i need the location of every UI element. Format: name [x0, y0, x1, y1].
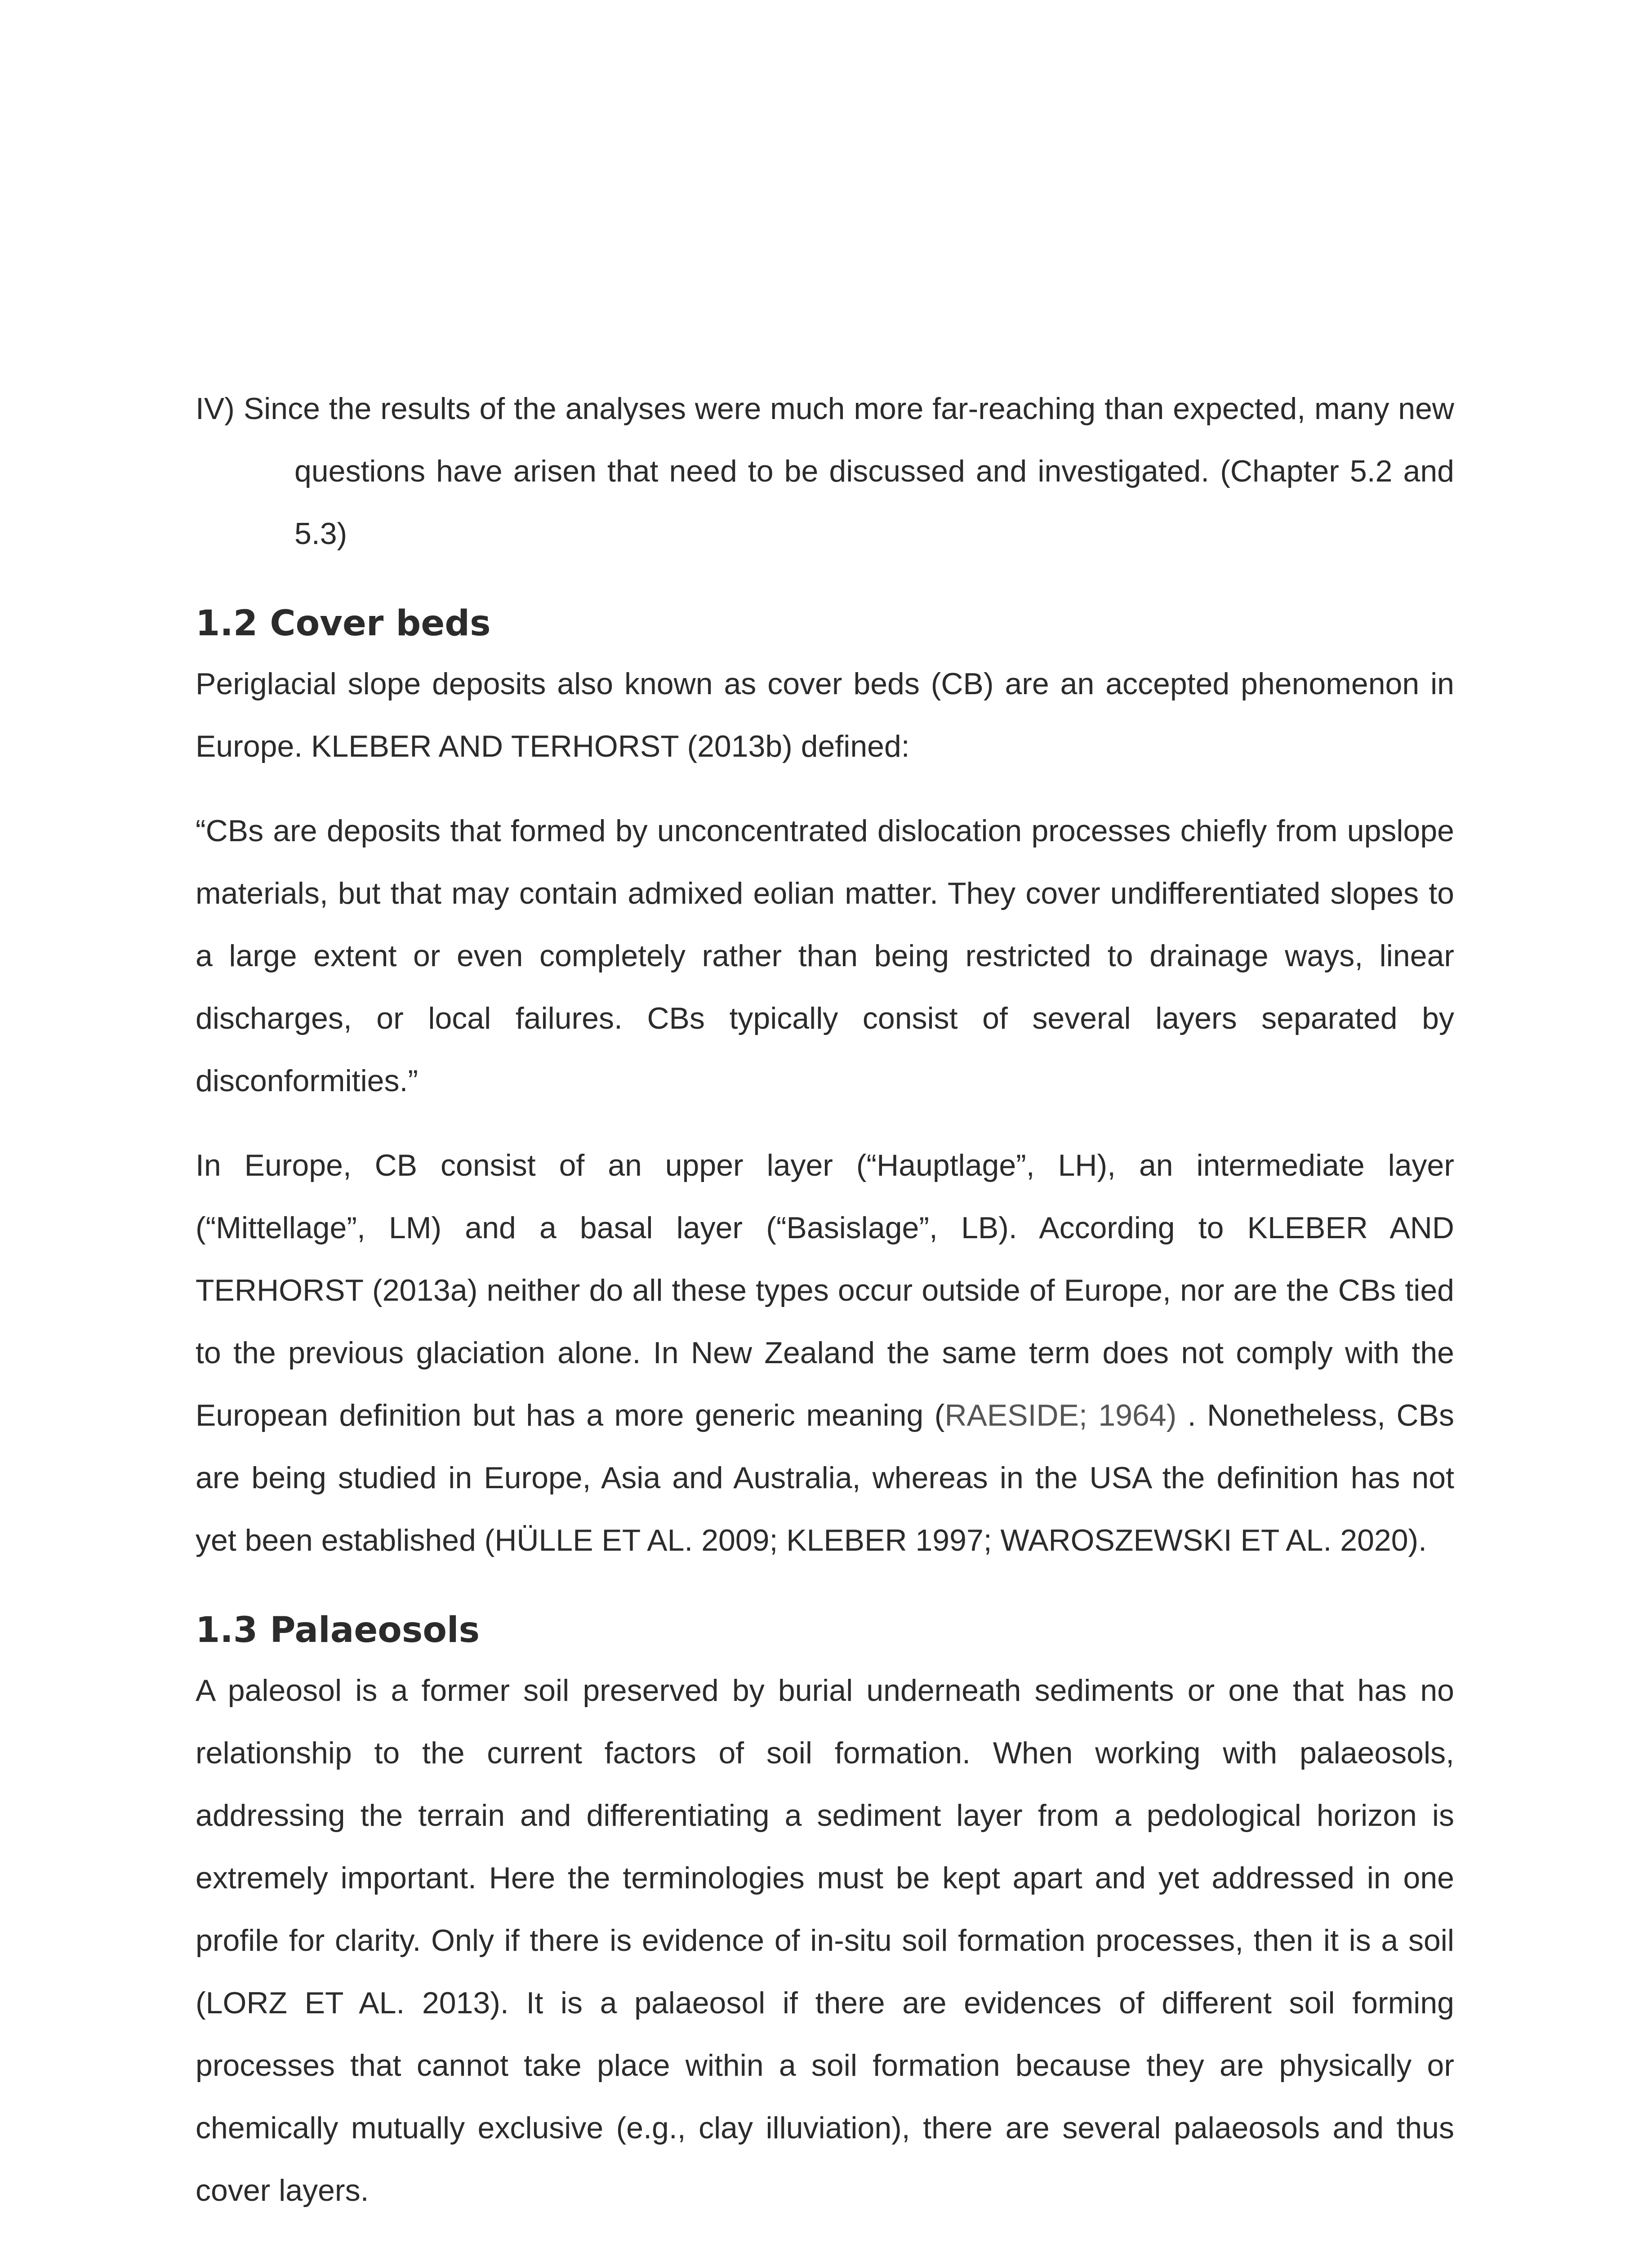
palaeosols-body-paragraph: A paleosol is a former soil preserved by burial underneath sediments or one that has no relationship to the current factors of soil formation. When working with palaeosols, addressing the terrain and differentiating a sediment layer from a pedological horizon is extremely important. Here the terminologies must be kept apart and yet addressed in one profile for clarity. Only if there is evidence of in-situ soil formation processes, then it is a soil (LORZ ET AL. 2013). It is a palaeosol if there are evidences of different soil forming processes that cannot take place within a soil formation because they are physically or chemically mutually exclusive (e.g., clay illuviation), there are several palaeosols and thus cover layers.	[196, 1673, 1454, 2208]
cover-beds-intro-paragraph: Periglacial slope deposits also known as cover beds (CB) are an accepted phenomenon in Europe. KLEBER AND TERHORST (2013b) defined:	[196, 667, 1454, 763]
cover-beds-body-paragraph	[196, 1134, 1454, 1572]
raeside-citation-link[interactable]: RAESIDE; 1964)	[944, 1398, 1177, 1432]
section-heading-palaeosols: 1.3 Palaeosols	[196, 1610, 480, 1650]
list-item-iv: IV) Since the results of the analyses were much more far-reaching than expected, many new questions have arisen that need to be discussed and investigated. (Chapter 5.2 and 5.3)	[196, 392, 1454, 551]
body-text-start: In Europe, CB consist of an upper layer (“Hauptlage”, LH), an intermediate layer (“Mittellage”, LM) and a basal layer (“Basislage”, LB). According to KLEBER AND TERHORST (2013a) neither do all these types occur outside of Europe, nor are the CBs tied to the previous glaciation alone. In New Zealand the same term does not comply with the European definition but has a more generic meaning (	[196, 1148, 1454, 1432]
section-heading-cover-beds: 1.2 Cover beds	[196, 603, 491, 644]
page-content	[196, 378, 1454, 2222]
definition-quote-paragraph: “CBs are deposits that formed by unconcentrated dislocation processes chiefly from upslope materials, but that may contain admixed eolian matter. They cover undifferentiated slopes to a large extent or even completely rather than being restricted to drainage ways, linear discharges, or local failures. CBs typically consist of several layers separated by disconformities.”	[196, 814, 1454, 1098]
body-text-end: . Nonetheless, CBs are being studied in Europe, Asia and Australia, whereas in the USA the definition has not yet been established (HÜLLE ET AL. 2009; KLEBER 1997; WAROSZEWSKI ET AL. 2020).	[196, 1398, 1454, 1557]
